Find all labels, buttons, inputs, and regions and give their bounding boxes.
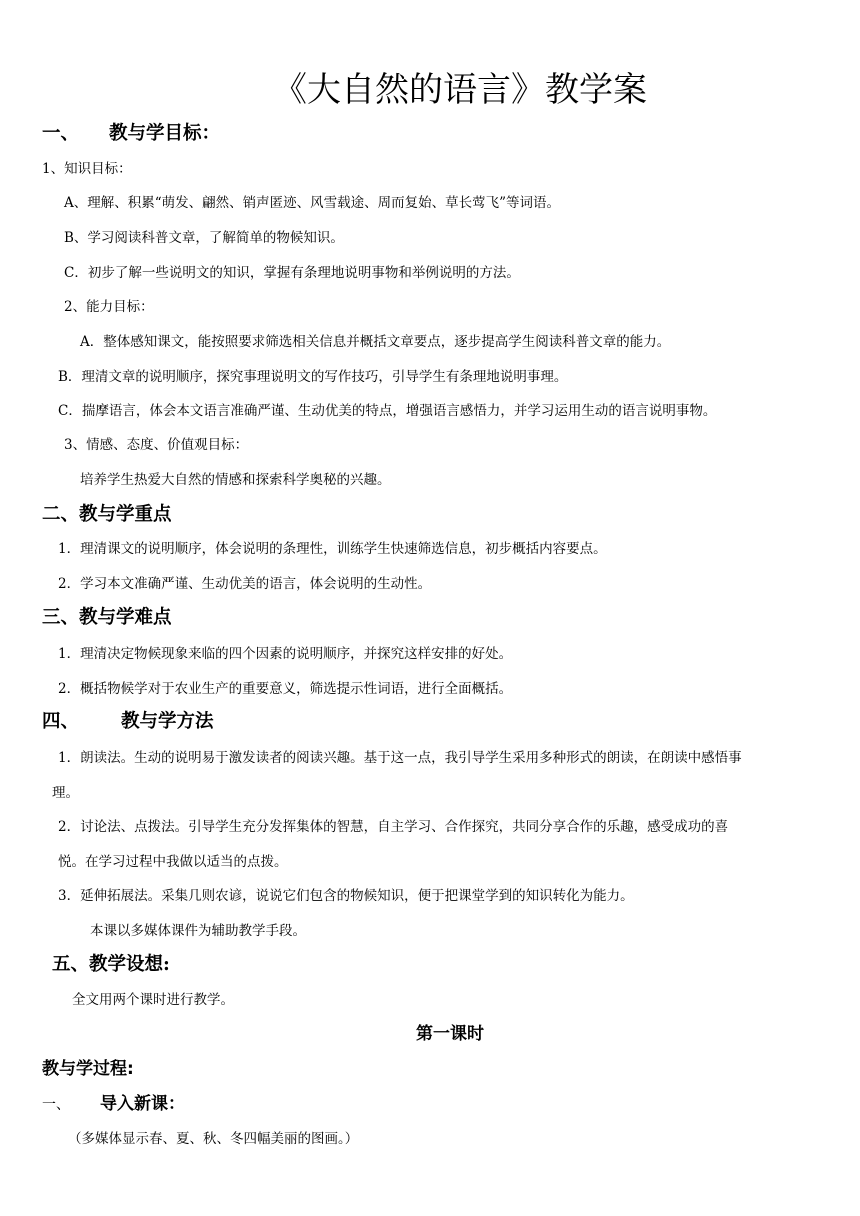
step-title: 导入新课： xyxy=(100,1094,185,1114)
key-point-2: 2．学习本文准确严谨、生动优美的语言，体会说明的生动性。 xyxy=(58,576,432,592)
knowledge-item-a: A、理解、积累“萌发、翩然、销声匿迹、风雪载途、周而复始、草长莺飞”等词语。 xyxy=(64,195,561,211)
section-heading-key-points: 二、教与学重点 xyxy=(42,504,172,525)
key-point-1: 1．理清课文的说明顺序，体会说明的条理性，训练学生快速筛选信息，初步概括内容要点。 xyxy=(58,541,607,557)
document-title: 《大自然的语言》教学案 xyxy=(273,70,647,110)
step-heading-intro xyxy=(42,1093,185,1116)
emotion-objective-label: 3、情感、态度、价值观目标： xyxy=(64,437,249,453)
section-heading-methods xyxy=(42,710,214,734)
ability-item-c: C．揣摩语言，体会本文语言准确严谨、生动优美的特点，增强语言感悟力，并学习运用生动的语言说明事物。 xyxy=(58,403,717,419)
step-number: 一、 xyxy=(42,1097,70,1113)
section-heading-objectives xyxy=(42,122,220,146)
ability-item-b: B．理清文章的说明顺序，探究事理说明文的写作技巧，引导学生有条理地说明事理。 xyxy=(58,369,568,385)
ability-objective-label: 2、能力目标： xyxy=(64,299,154,315)
method-1-line-1: 1．朗读法。生动的说明易于激发读者的阅读兴趣。基于这一点，我引导学生采用多种形式的朗读，在朗读中感悟事 xyxy=(58,750,742,766)
difficulty-2: 2．概括物候学对于农业生产的重要意义，筛选提示性词语，进行全面概括。 xyxy=(58,681,513,697)
section-title: 教与学目标： xyxy=(109,123,221,144)
knowledge-item-b: B、学习阅读科普文章，了解简单的物候知识。 xyxy=(64,230,344,246)
intro-step-text: （多媒体显示春、夏、秋、冬四幅美丽的图画。） xyxy=(68,1131,359,1147)
ability-item-a: A．整体感知课文，能按照要求筛选相关信息并概括文章要点，逐步提高学生阅读科普文章的能力。 xyxy=(80,334,671,350)
section-number: 一、 xyxy=(42,123,80,144)
knowledge-item-c: C．初步了解一些说明文的知识，掌握有条理地说明事物和举例说明的方法。 xyxy=(64,265,520,281)
method-1-line-2: 理。 xyxy=(52,785,79,801)
method-note: 本课以多媒体课件为辅助教学手段。 xyxy=(90,923,306,939)
emotion-item: 培养学生热爱大自然的情感和探索科学奥秘的兴趣。 xyxy=(80,472,391,488)
method-3: 3．延伸拓展法。采集几则农谚，说说它们包含的物候知识，便于把课堂学到的知识转化为能力。 xyxy=(58,888,634,904)
lesson-heading: 第一课时 xyxy=(416,1024,484,1044)
process-heading: 教与学过程: xyxy=(42,1059,134,1079)
section-number: 四、 xyxy=(42,711,80,732)
section-heading-plan: 五、教学设想: xyxy=(52,954,170,975)
knowledge-objective-label: 1、知识目标： xyxy=(42,161,132,177)
method-2-line-2: 悦。在学习过程中我做以适当的点拨。 xyxy=(58,854,288,870)
section-heading-difficulties: 三、教与学难点 xyxy=(42,607,172,628)
method-2-line-1: 2．讨论法、点拨法。引导学生充分发挥集体的智慧，自主学习、合作探究，共同分享合作的乐趣，感受成功的喜 xyxy=(58,819,729,835)
section-title: 教与学方法 xyxy=(121,711,214,732)
plan-text: 全文用两个课时进行教学。 xyxy=(72,992,234,1008)
difficulty-1: 1．理清决定物候现象来临的四个因素的说明顺序，并探究这样安排的好处。 xyxy=(58,646,513,662)
